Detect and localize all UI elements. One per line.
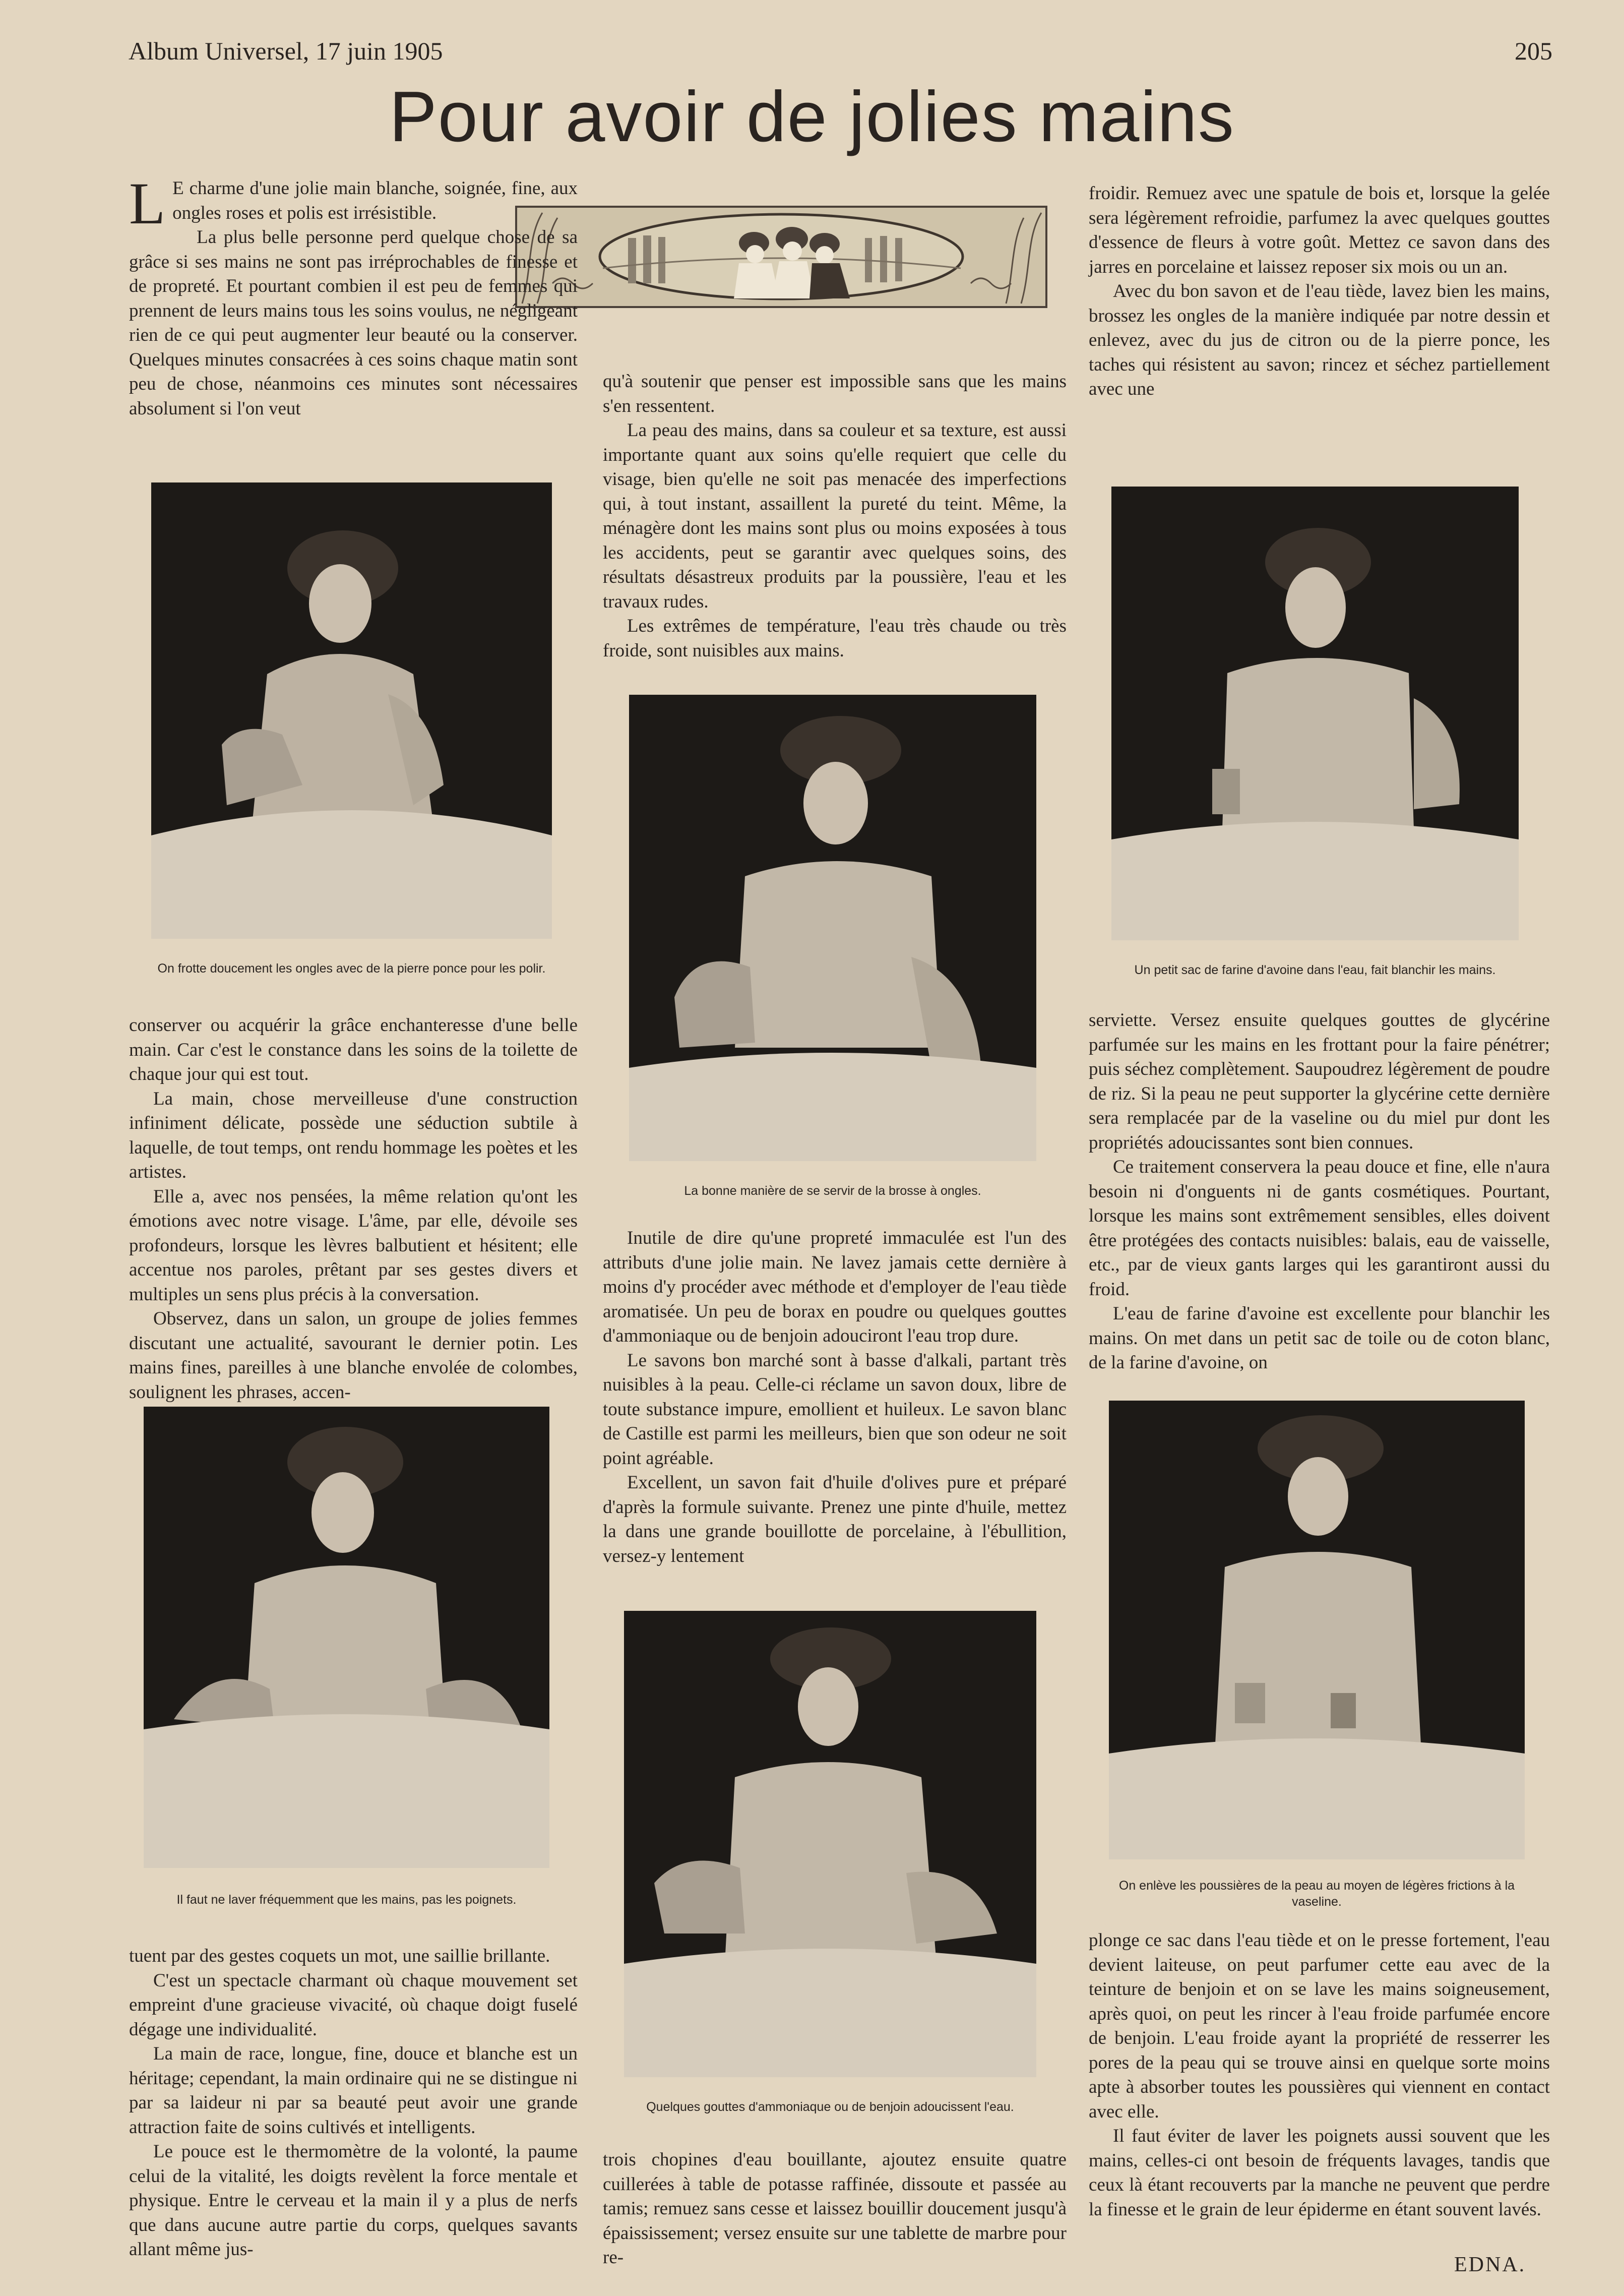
photo-vaseline bbox=[1109, 1401, 1525, 1859]
page-number: 205 bbox=[1515, 37, 1552, 65]
paragraph: Excellent, un savon fait d'huile d'olives pure et préparé d'après la formule suivante. Prenez une pinte d'huile, mettez la dans une grande bouillotte de porcelaine, à l'ébullition, versez-y lentement bbox=[603, 1472, 1067, 1566]
author-signature: EDNA. bbox=[1454, 2253, 1526, 2276]
paragraph: Avec du bon savon et de l'eau tiède, lavez bien les mains, brossez les ongles de la manière indiquée par notre dessin et enlevez, avec du jus de citron ou de la pierre ponce, les taches qui résistent au savon; rincez et séchez partiellement avec une bbox=[1089, 281, 1550, 399]
paragraph: L'eau de farine d'avoine est excellente pour blanchir les mains. On met dans un petit sac de toile ou de coton blanc, de la farine d'avoine, on bbox=[1089, 1303, 1550, 1373]
woman-portrait-photo bbox=[1109, 1401, 1525, 1859]
column-3-bottom bbox=[1089, 1928, 1550, 2222]
paragraph: Inutile de dire qu'une propreté immaculée est l'un des attributs d'une jolie main. Ne lavez jamais cette dernière à moins d'y procéder avec méthode et d'employer de l'eau tiède aromatisée. Un peu de borax en poudre ou quelques gouttes d'ammoniaque ou de benjoin adouciront l'eau trop dure. bbox=[603, 1228, 1067, 1346]
paragraph: La main de race, longue, fine, douce et blanche est un héritage; cependant, la main ordinaire qui ne se distingue ni par sa laideur ni par sa beauté peut avoir une grande attraction faite de soins cultivés et intelligents. bbox=[129, 2043, 578, 2138]
paragraph: La plus belle personne perd quelque chose de sa grâce si ses mains ne sont pas irréprochables de finesse et de propreté. Et pourtant combien il est peu de femmes qui prennent de leurs mains tous les soins voulus, ne négligeant rien de ce qui peut augmenter leur beauté ou la conserver. Quelques minutes consacrées à ces soins chaque matin sont peu de chose, néanmoins ces minutes sont nécessaires absolument si l'on veut bbox=[129, 227, 578, 419]
paragraph: Il faut éviter de laver les poignets aussi souvent que les mains, celles-ci ont besoin de fréquents lavages, tandis que ceux là étant recouverts par la manche ne peuvent que perdre la finesse et le grain de leur épiderme en étant souvent lavés. bbox=[1089, 2126, 1550, 2220]
drop-cap: L bbox=[129, 170, 166, 236]
paragraph: tuent par des gestes coquets un mot, une saillie brillante. bbox=[129, 1946, 550, 1966]
paragraph: La peau des mains, dans sa couleur et sa texture, est aussi importante quant aux soins qu'elle requiert que celle du visage, bien qu'elle ne soit pas menacée des imperfections qui, à tout instant, assaillent la pureté du teint. Même, la ménagère dont les mains sont plus ou moins exposées à tous les accidents, peut se garantir avec quelques soins, des résultats désastreux produits par la poussière, l'eau et les travaux rudes. bbox=[603, 420, 1067, 612]
paragraph: Le savons bon marché sont à basse d'alkali, partant très nuisibles à la peau. Celle-ci réclame un savon doux, libre de toute substance impure, emollient et huileux. Le savon blanc de Castille est parmi les meilleurs, bien que son odeur ne soit point agréable. bbox=[603, 1350, 1067, 1469]
woman-portrait-photo bbox=[151, 482, 552, 939]
paragraph: C'est un spectacle charmant où chaque mouvement set empreint d'une gracieuse vivacité, où chaque doigt fuselé dégage une individualité. bbox=[129, 1970, 578, 2040]
photo-ammonia bbox=[624, 1611, 1036, 2077]
caption-photo5: Quelques gouttes d'ammoniaque ou de benjoin adoucissent l'eau. bbox=[646, 2100, 1014, 2114]
paragraph: Ce traitement conservera la peau douce et fine, elle n'aura besoin ni d'onguents ni de gants cosmétiques. Pourtant, lorsque les mains sont extrêmement sensibles, elles doivent être protégées des contacts nuisibles: balais, eau de vaisselle, etc., par de vieux gants larges qui les garantiront aussi du froid. bbox=[1089, 1157, 1550, 1300]
caption-photo1: On frotte doucement les ongles avec de la pierre ponce pour les polir. bbox=[157, 961, 546, 976]
photo-nail-brush bbox=[629, 695, 1036, 1161]
caption-photo3: Un petit sac de farine d'avoine dans l'eau, fait blanchir les mains. bbox=[1134, 963, 1496, 977]
paragraph: froidir. Remuez avec une spatule de bois et, lorsque la gelée sera légèrement refroidie, parfumez la avec quelques gouttes d'essence de fleurs à votre goût. Mettez ce savon dans des jarres en porcelaine et laissez reposer six mois ou un an. bbox=[1089, 183, 1550, 277]
photo-wash-hands bbox=[144, 1407, 549, 1868]
column-2-bottom bbox=[603, 2148, 1067, 2270]
woman-portrait-photo bbox=[1111, 487, 1519, 940]
paragraph: trois chopines d'eau bouillante, ajoutez ensuite quatre cuillerées à table de potasse raffinée, dissoute et passée au tamis; remuez sans cesse et laissez bouillir doucement jusqu'à épaississement; versez ensuite sur une tablette de marbre pour re- bbox=[603, 2149, 1067, 2268]
column-3-middle bbox=[1089, 1008, 1550, 1375]
caption-photo2: La bonne manière de se servir de la brosse à ongles. bbox=[684, 1184, 981, 1198]
paragraph: serviette. Versez ensuite quelques gouttes de glycérine parfumée sur les mains en les frottant pour la faire pénétrer; puis séchez complètement. Saupoudrez légèrement de poudre de riz. Si la peau ne peut supporter la glycérine cette dernière sera remplacée par de la vaseline ou du miel pur dont les propriétés adoucissantes sont bien connues. bbox=[1089, 1010, 1550, 1153]
banner-illustration bbox=[515, 206, 1047, 308]
photo-pumice-nails bbox=[151, 482, 552, 939]
paragraph: plonge ce sac dans l'eau tiède et on le presse fortement, l'eau devient laiteuse, on peut parfumer cette eau avec de la teinture de benjoin et on se lave les mains soigneusement, après quoi, on peut les rincer à l'eau froide parfumée encore de benjoin. L'eau froide ayant la propriété de resserrer les pores de la peau qui se trouve ainsi en quelque sorte moins apte à absorber toutes les poussières qui viennent en contact avec elle. bbox=[1089, 1930, 1550, 2122]
column-1-top bbox=[129, 170, 578, 421]
banner-drawing bbox=[517, 208, 1045, 306]
paragraph: conserver ou acquérir la grâce enchanteresse d'une belle main. Car c'est le constance dans les soins de la toilette de chaque jour qui est tout. bbox=[129, 1015, 578, 1084]
woman-portrait-photo bbox=[629, 695, 1036, 1161]
woman-portrait-photo bbox=[144, 1407, 549, 1868]
paragraph: Le pouce est le thermomètre de la volonté, la paume celui de la vitalité, les doigts revèlent la force mentale et physique. Entre le cerveau et la main il y a plus de nerfs que dans aucune autre partie du corps, quelques savants allant même jus- bbox=[129, 2141, 578, 2260]
woman-portrait-photo bbox=[624, 1611, 1036, 2077]
photo-oatmeal-bag bbox=[1111, 487, 1519, 940]
paragraph: qu'à soutenir que penser est impossible sans que les mains s'en ressentent. bbox=[603, 371, 1067, 416]
paragraph: Elle a, avec nos pensées, la même relation qu'ont les émotions avec notre visage. L'âme, par elle, dévoile ses profondeurs, lorsque les lèvres balbutient et hésitent; elle accentue nos paroles, prêtant par ses gestes divers et multiples un sens plus précis à la conversation. bbox=[129, 1186, 578, 1305]
paragraph: Les extrêmes de température, l'eau très chaude ou très froide, sont nuisibles aux mains. bbox=[603, 616, 1067, 661]
column-1-bottom bbox=[129, 1944, 578, 2262]
caption-photo4: Il faut ne laver fréquemment que les mains, pas les poignets. bbox=[176, 1893, 517, 1907]
column-1-middle bbox=[129, 1013, 578, 1405]
column-2-middle bbox=[603, 1226, 1067, 1568]
paragraph: La main, chose merveilleuse d'une construction infiniment délicate, possède une séduction subtile à laquelle, de tout temps, ont rendu hommage les poètes et les artistes. bbox=[129, 1088, 578, 1182]
running-head: Album Universel, 17 juin 1905 bbox=[129, 37, 443, 65]
paragraph: Observez, dans un salon, un groupe de jolies femmes discutant une actualité, savourant le dernier potin. Les mains fines, pareilles à une blanche envolée de colombes, soulignent les phrases, accen- bbox=[129, 1308, 578, 1403]
column-3-top bbox=[1089, 182, 1550, 402]
paragraph: L E charme d'une jolie main blanche, soignée, fine, aux ongles roses et polis est irrésistible. bbox=[129, 170, 578, 236]
column-2-top bbox=[603, 370, 1067, 663]
article-title: Pour avoir de jolies mains bbox=[389, 77, 1235, 157]
caption-photo6: On enlève les poussières de la peau au moyen de légères frictions à la vaseline. bbox=[1118, 1879, 1515, 1909]
